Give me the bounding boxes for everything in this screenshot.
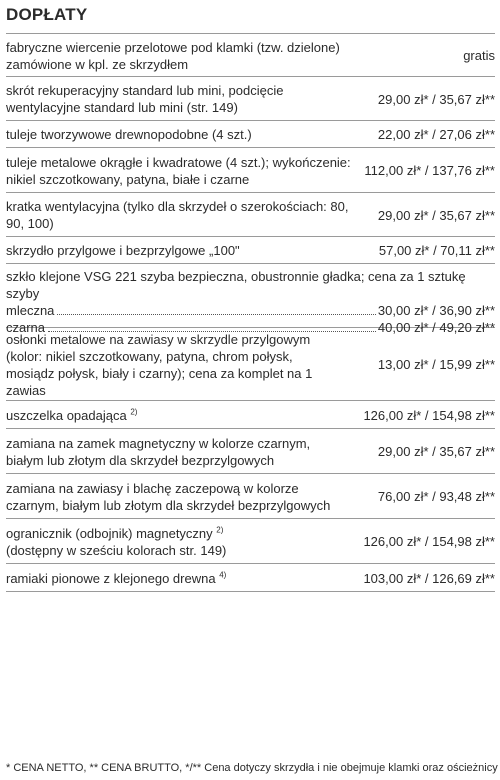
desc-text: ogranicznik (odbojnik) magnetyczny: [6, 525, 213, 541]
footnote-mark: 2): [130, 407, 138, 417]
row-description: tuleje metalowe okrągłe i kwadratowe (4 szt.); wykończenie: nikiel szczotkowany, patyna, białe i czarne: [6, 154, 351, 187]
row-price: 29,00 zł* / 35,67 zł**: [377, 207, 495, 223]
row-price: 126,00 zł* / 154,98 zł**: [363, 534, 495, 549]
table-row: [6, 519, 495, 563]
table-row: [6, 564, 495, 591]
table-row: [6, 77, 495, 120]
row-description: zamiana na zawiasy i blachę zaczepową w kolorze czarnym, białym lub złotym dla skrzydeł bezprzylgowych: [6, 480, 331, 513]
row-price: 103,00 zł* / 126,69 zł**: [363, 570, 495, 586]
table-row: [6, 429, 495, 473]
desc-text: uszczelka opadająca: [6, 407, 127, 423]
divider: [6, 591, 495, 592]
row-price: 76,00 zł* / 93,48 zł**: [377, 489, 495, 504]
glass-option-matte: [6, 302, 495, 319]
table-row: [6, 148, 495, 192]
surcharge-table: [6, 33, 495, 592]
row-description: szkło klejone VSG 221 szyba bezpieczna, obustronnie gładka; cena za 1 sztukę szyby: [6, 269, 466, 301]
footnote-mark: 4): [219, 570, 227, 580]
row-price: gratis: [463, 48, 495, 63]
row-description: skrót rekuperacyjny standard lub mini, podcięcie wentylacyjne standard lub mini (str. 149): [6, 83, 284, 115]
row-description: kratka wentylacyjna (tylko dla skrzydeł o szerokościach: 80, 90, 100): [6, 199, 349, 231]
row-description: osłonki metalowe na zawiasy w skrzydle przylgowym (kolor: nikiel szczotkowany, patyna, chrom połysk, mosiądz połysk, biały i czarny); cena za komplet na 1 zawias: [6, 331, 313, 398]
row-description: fabryczne wiercenie przelotowe pod klamki (tzw. dzielone) zamówione w kpl. ze skrzydłem: [6, 39, 340, 72]
row-price: 30,00 zł* / 36,90 zł**: [377, 303, 495, 318]
table-row: [6, 121, 495, 147]
row-price: 126,00 zł* / 154,98 zł**: [363, 407, 495, 423]
row-price: 13,00 zł* / 15,99 zł**: [377, 357, 495, 372]
row-description: [6, 525, 351, 559]
table-row: [6, 34, 495, 76]
desc-text: ramiaki pionowe z klejonego drewna: [6, 570, 216, 586]
table-row: [6, 474, 495, 518]
row-description: skrzydło przylgowe i bezprzylgowe „100": [6, 243, 240, 258]
option-label: czarna: [6, 320, 46, 335]
option-label: mleczna: [6, 303, 55, 318]
row-description: [6, 407, 351, 424]
desc-text-secondary: (dostępny w sześciu kolorach str. 149): [6, 542, 227, 558]
row-description: zamiana na zamek magnetyczny w kolorze czarnym, białym lub złotym dla skrzydeł bezprzylgowych: [6, 435, 311, 468]
row-price: 29,00 zł* / 35,67 zł**: [377, 444, 495, 459]
row-description: tuleje tworzywowe drewnopodobne (4 szt.): [6, 127, 252, 142]
row-price: 29,00 zł* / 35,67 zł**: [377, 91, 495, 107]
section-title: DOPŁATY: [6, 5, 88, 24]
row-price: 57,00 zł* / 70,11 zł**: [378, 243, 495, 258]
footnote-mark: 2): [216, 525, 224, 535]
table-row: [6, 328, 495, 400]
row-price: 40,00 zł* / 49,20 zł**: [377, 320, 495, 335]
price-footnote: * CENA NETTO, ** CENA BRUTTO, */** Cena dotyczy skrzydła i nie obejmuje klamki oraz ościeżnicy: [6, 762, 498, 774]
table-row: [6, 193, 495, 236]
row-price: 112,00 zł* / 137,76 zł**: [364, 163, 495, 178]
table-row: [6, 401, 495, 428]
glass-row: [6, 264, 495, 335]
dotted-leader: [57, 314, 376, 315]
row-price: 22,00 zł* / 27,06 zł**: [377, 127, 495, 142]
table-row: [6, 237, 495, 263]
row-description: [6, 570, 351, 587]
